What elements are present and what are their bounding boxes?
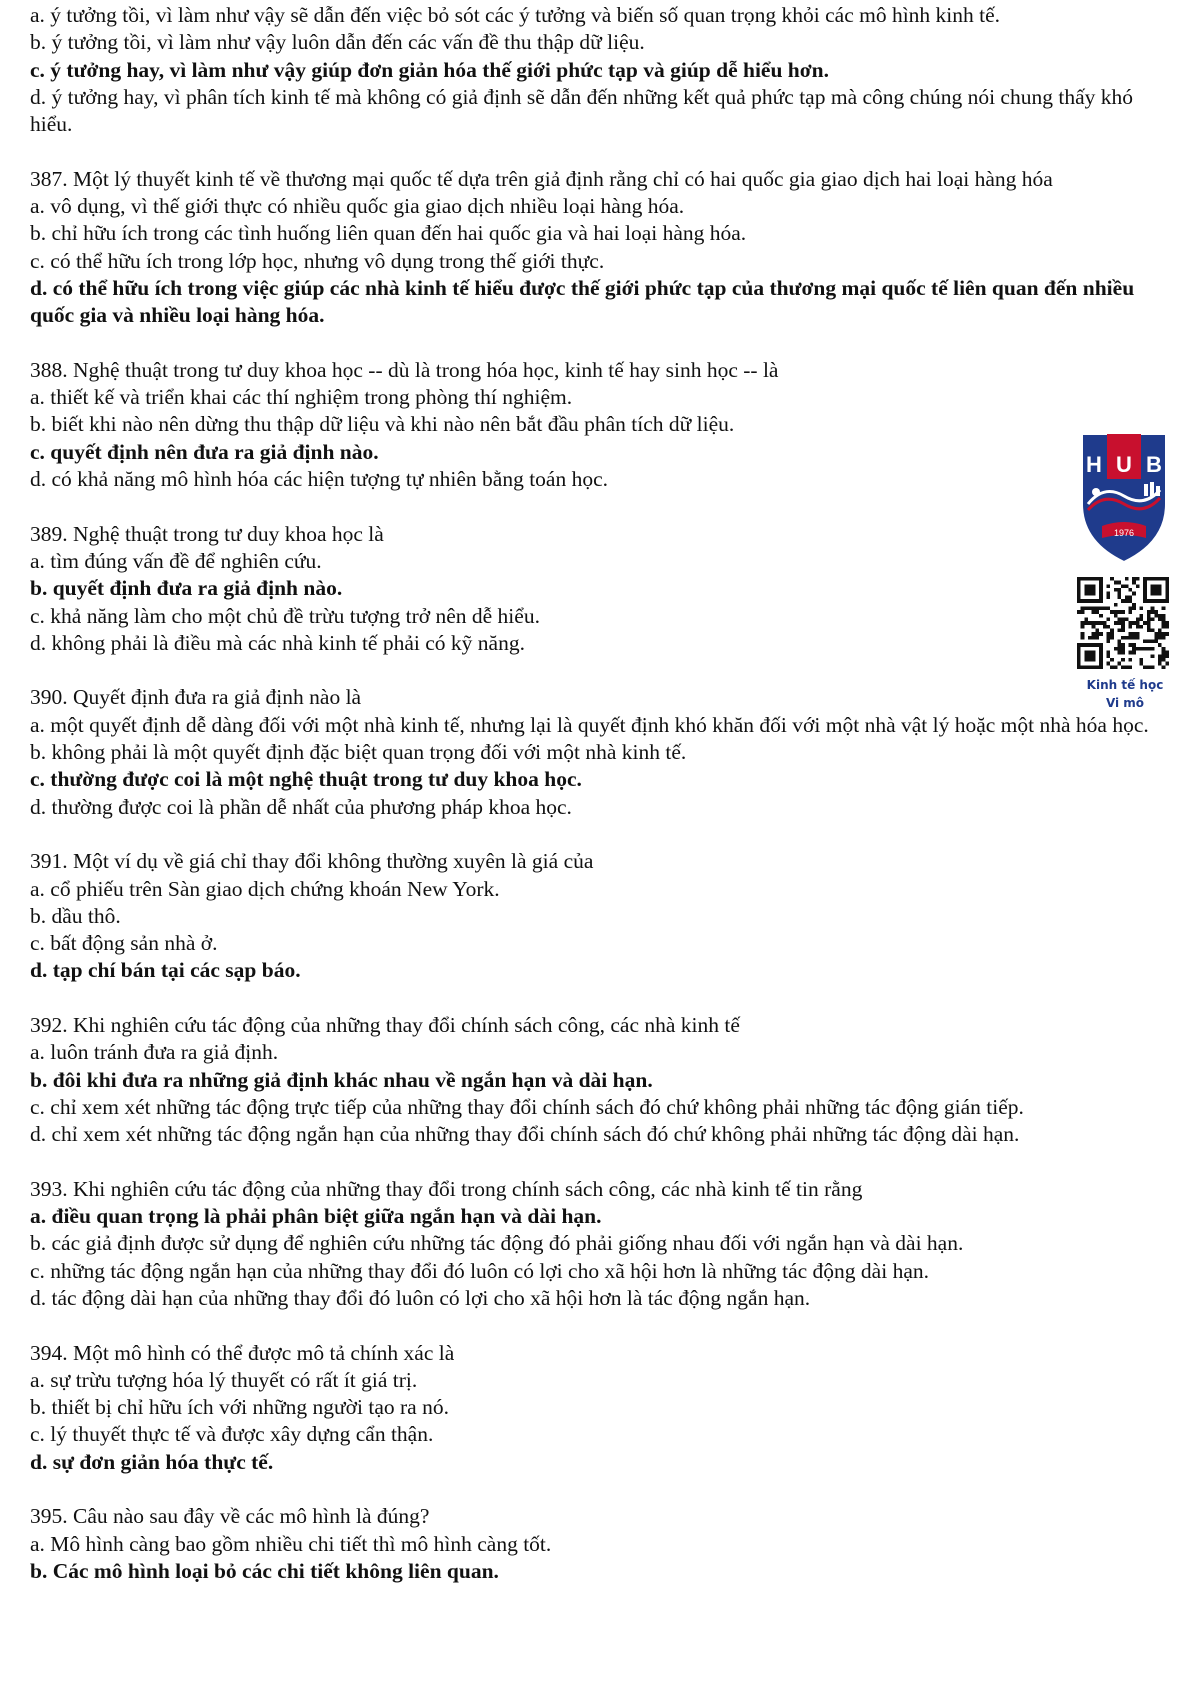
answer-option: a. ý tưởng tồi, vì làm như vậy sẽ dẫn đến việc bỏ sót các ý tưởng và biến số quan trọng khỏi các mô hình kinh tế. bbox=[30, 3, 1001, 27]
answer-option: b. ý tưởng tồi, vì làm như vậy luôn dẫn đến các vấn đề thu thập dữ liệu. bbox=[30, 30, 645, 55]
answer-option: c. khả năng làm cho một chủ đề trừu tượng trở nên dễ hiểu. bbox=[30, 603, 540, 628]
answer-option: b. dầu thô. bbox=[30, 903, 121, 928]
question-text: 391. Một ví dụ về giá chỉ thay đổi không thường xuyên là giá của bbox=[30, 849, 594, 874]
answer-option: d. thường được coi là phần dễ nhất của phương pháp khoa học. bbox=[30, 794, 572, 819]
answer-option: d. chỉ xem xét những tác động ngắn hạn của những thay đổi chính sách đó chứ không phải những tác động dài hạn. bbox=[30, 1122, 1020, 1147]
qr-caption-line1: Kinh tế học bbox=[1086, 678, 1164, 692]
paragraph-gap bbox=[30, 1476, 1165, 1503]
answer-option: c. những tác động ngắn hạn của những thay đổi đó luôn có lợi cho xã hội hơn là những tác động dài hạn. bbox=[30, 1258, 929, 1283]
answer-option: b. thiết bị chỉ hữu ích với những người tạo ra nó. bbox=[30, 1395, 449, 1420]
answer-option: a. thiết kế và triển khai các thí nghiệm trong phòng thí nghiệm. bbox=[30, 385, 573, 410]
correct-answer-option: b. đôi khi đưa ra những giả định khác nhau về ngắn hạn và dài hạn. bbox=[30, 1067, 653, 1092]
answer-option: c. chỉ xem xét những tác động trực tiếp của những thay đổi chính sách đó chứ không phải những tác động gián tiếp. bbox=[30, 1094, 1024, 1119]
question-text: 389. Nghệ thuật trong tư duy khoa học là bbox=[30, 521, 384, 546]
paragraph-gap bbox=[30, 821, 1165, 848]
answer-option: a. một quyết định dễ dàng đối với một nhà kinh tế, nhưng lại là quyết định khó khăn đối với một nhà vật lý hoặc một nhà hóa học. bbox=[30, 712, 1149, 737]
paragraph-gap bbox=[30, 1312, 1165, 1339]
answer-option: c. lý thuyết thực tế và được xây dựng cẩn thận. bbox=[30, 1422, 434, 1447]
correct-answer-option: c. quyết định nên đưa ra giả định nào. bbox=[30, 439, 379, 464]
logo-letter-h: H bbox=[1086, 452, 1102, 477]
logo-letter-b: B bbox=[1146, 452, 1162, 477]
answer-option: c. có thể hữu ích trong lớp học, nhưng vô dụng trong thế giới thực. bbox=[30, 248, 605, 273]
answer-option: a. tìm đúng vấn đề để nghiên cứu. bbox=[30, 548, 322, 573]
correct-answer-option: c. thường được coi là một nghệ thuật trong tư duy khoa học. bbox=[30, 767, 582, 792]
answer-option: c. bất động sản nhà ở. bbox=[30, 931, 218, 956]
answer-option: d. tác động dài hạn của những thay đổi đó luôn có lợi cho xã hội hơn là tác động ngắn hạn. bbox=[30, 1285, 811, 1310]
answer-option: a. cổ phiếu trên Sàn giao dịch chứng khoán New York. bbox=[30, 876, 500, 901]
paragraph-gap bbox=[30, 1148, 1165, 1175]
answer-option: a. luôn tránh đưa ra giả định. bbox=[30, 1040, 279, 1065]
question-text: 394. Một mô hình có thể được mô tả chính xác là bbox=[30, 1340, 455, 1365]
question-text: 390. Quyết định đưa ra giả định nào là bbox=[30, 685, 362, 710]
paragraph-gap bbox=[30, 985, 1165, 1012]
answer-option: d. ý tưởng hay, vì phân tích kinh tế mà không có giả định sẽ dẫn đến những kết quả phức tạp mà công chúng nói chung thấy khó hiểu. bbox=[30, 84, 1133, 137]
correct-answer-option: d. sự đơn giản hóa thực tế. bbox=[30, 1449, 274, 1474]
correct-answer-option: d. tạp chí bán tại các sạp báo. bbox=[30, 958, 301, 983]
paragraph-gap bbox=[30, 493, 1165, 520]
paragraph-gap bbox=[30, 330, 1165, 357]
qr-caption-line2: Vi mô bbox=[1105, 696, 1145, 710]
paragraph-gap bbox=[30, 138, 1165, 165]
question-text: 393. Khi nghiên cứu tác động của những thay đổi trong chính sách công, các nhà kinh tế tin rằng bbox=[30, 1176, 863, 1201]
answer-option: a. Mô hình càng bao gồm nhiều chi tiết thì mô hình càng tốt. bbox=[30, 1531, 552, 1556]
logo-letter-u: U bbox=[1116, 452, 1132, 477]
answer-option: b. chỉ hữu ích trong các tình huống liên quan đến hai quốc gia và hai loại hàng hóa. bbox=[30, 221, 747, 246]
question-list bbox=[30, 2, 1165, 1585]
correct-answer-option: c. ý tưởng hay, vì làm như vậy giúp đơn giản hóa thế giới phức tạp và giúp dễ hiểu hơn. bbox=[30, 57, 830, 82]
answer-option: b. không phải là một quyết định đặc biệt quan trọng đối với một nhà kinh tế. bbox=[30, 740, 687, 765]
answer-option: d. có khả năng mô hình hóa các hiện tượng tự nhiên bằng toán học. bbox=[30, 467, 609, 492]
question-text: 392. Khi nghiên cứu tác động của những thay đổi chính sách công, các nhà kinh tế bbox=[30, 1012, 740, 1037]
question-text: 387. Một lý thuyết kinh tế về thương mại quốc tế dựa trên giả định rằng chỉ có hai quốc gia giao dịch hai loại hàng hóa bbox=[30, 166, 1053, 191]
correct-answer-option: d. có thể hữu ích trong việc giúp các nhà kinh tế hiểu được thế giới phức tạp của thương mại quốc tế liên quan đến nhiều quốc gia và nhiều loại hàng hóa. bbox=[30, 275, 1135, 328]
answer-option: b. biết khi nào nên dừng thu thập dữ liệu và khi nào nên bắt đầu phân tích dữ liệu. bbox=[30, 412, 735, 437]
correct-answer-option: b. Các mô hình loại bỏ các chi tiết không liên quan. bbox=[30, 1558, 499, 1583]
correct-answer-option: a. điều quan trọng là phải phân biệt giữa ngắn hạn và dài hạn. bbox=[30, 1204, 602, 1229]
question-text: 395. Câu nào sau đây về các mô hình là đúng? bbox=[30, 1504, 430, 1529]
answer-option: a. vô dụng, vì thế giới thực có nhiều quốc gia giao dịch nhiều loại hàng hóa. bbox=[30, 194, 685, 219]
hub-logo bbox=[1074, 434, 1174, 564]
logo-year: 1976 bbox=[1113, 528, 1135, 538]
correct-answer-option: b. quyết định đưa ra giả định nào. bbox=[30, 576, 343, 601]
question-text: 388. Nghệ thuật trong tư duy khoa học -- dù là trong hóa học, kinh tế hay sinh học -- là bbox=[30, 357, 779, 382]
answer-option: d. không phải là điều mà các nhà kinh tế phải có kỹ năng. bbox=[30, 630, 525, 655]
paragraph-gap bbox=[30, 657, 1165, 684]
qr-code[interactable] bbox=[1077, 577, 1169, 669]
answer-option: a. sự trừu tượng hóa lý thuyết có rất ít giá trị. bbox=[30, 1367, 418, 1392]
answer-option: b. các giả định được sử dụng để nghiên cứu những tác động đó phải giống nhau đối với ngắn hạn và dài hạn. bbox=[30, 1231, 964, 1256]
